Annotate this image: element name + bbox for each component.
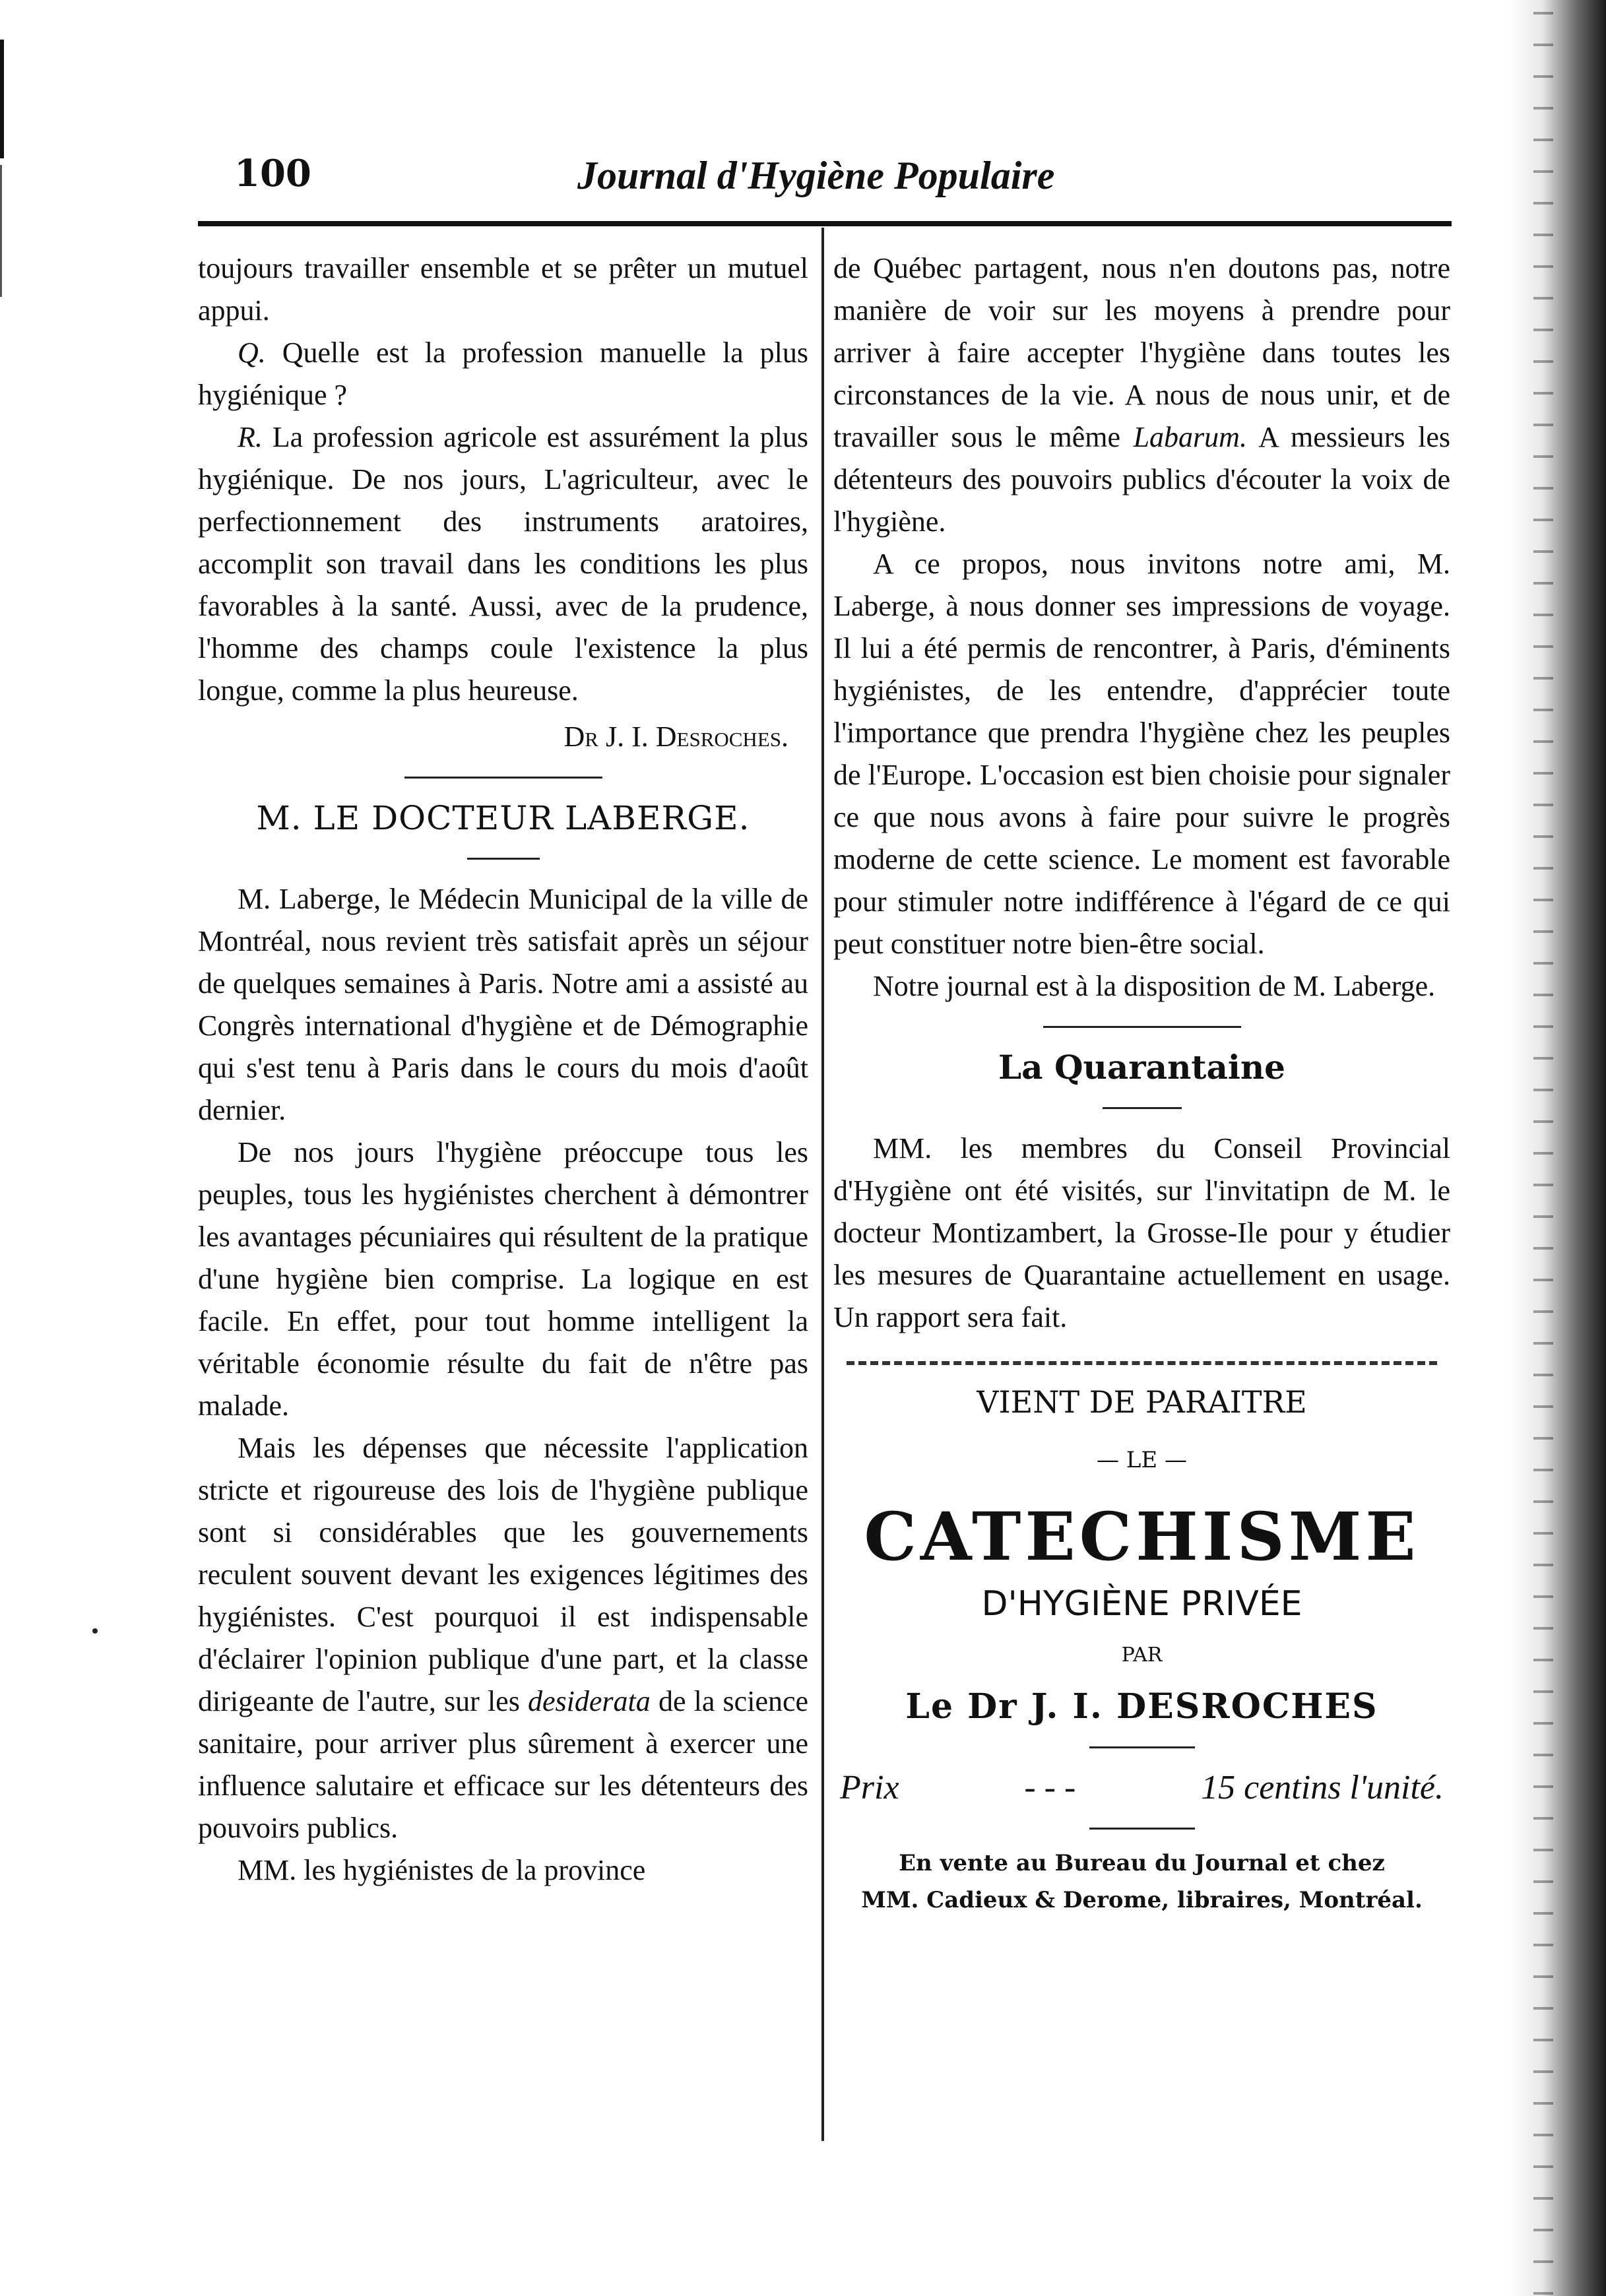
running-title: Journal d'Hygiène Populaire <box>577 154 1055 197</box>
question-marker: Q. <box>238 336 266 369</box>
paragraph: A ce propos, nous invitons notre ami, M. Laberge, à nous donner ses impressions de voyage. Il lui a été permis de rencontrer, à Paris, d'éminents hygiénistes, de les entendre, d'apprécier toute l'importance que prendra l'hygiène chez les peuples de l'Europe. L'occasion est bien choisie pour signaler ce que nous avons à faire pour suivre le progrès moderne de cette science. Le moment est favorable pour stimuler notre indifférence à l'égard de ce qui peut constituer notre bien-être social. <box>833 548 1450 960</box>
page-number: 100 <box>234 152 311 195</box>
section-rule <box>467 858 540 860</box>
section-rule <box>404 777 602 779</box>
paragraph: toujours travailler ensemble et se prêter un mutuel appui. <box>198 252 808 327</box>
paragraph-text: La profession agricole est assurément la plus hygiénique. De nos jours, L'agriculteur, avec le perfectionnement des instruments aratoires, accomplit son travail dans les conditions les plus favorables à la santé. Aussi, avec de la prudence, l'homme des champs coule l'existence la plus longue, comme la plus heureuse. <box>198 421 808 707</box>
scan-artifact <box>92 1628 98 1634</box>
section-rule <box>1089 1746 1195 1748</box>
scan-artifact <box>0 165 2 297</box>
paragraph-text: de Québec partagent, nous n'en doutons pas, notre manière de voir sur les moyens à prendre pour arriver à faire accepter l'hygiène dans toutes les circonstances de la vie. A nous de nous unir, et de travailler sous le même <box>833 252 1450 453</box>
paragraph: De nos jours l'hygiène préoccupe tous les peuples, tous les hygiénistes cherchent à démontrer les avantages pécuniaires qui résultent de la pratique d'une hygiène bien comprise. La logique en est facile. En effet, pour tout homme intelligent la véritable économie résulte du fait de n'être pas malade. <box>198 1136 808 1422</box>
price-label: Prix <box>840 1769 899 1806</box>
paragraph: M. Laberge, le Médecin Municipal de la ville de Montréal, nous revient très satisfait après un séjour de quelques semaines à Paris. Notre ami a assisté au Congrès international d'hygiène et de Démographie qui s'est tenu à Paris dans le cours du mois d'août dernier. <box>198 883 808 1126</box>
ad-line: — LE — <box>1096 1447 1187 1473</box>
paragraph: MM. les membres du Conseil Provincial d'Hygiène ont été visités, sur l'invitatipn de M. le docteur Montizambert, la Grosse-Ile pour y étudier les mesures de Quarantaine actuellement en usage. Un rapport sera fait. <box>833 1132 1450 1333</box>
section-rule <box>1043 1026 1241 1028</box>
ad-line: PAR <box>1121 1643 1163 1667</box>
signature: Dr J. I. Desroches. <box>563 720 788 753</box>
page-header <box>234 152 1448 211</box>
paragraph: MM. les hygiénistes de la province <box>238 1854 646 1886</box>
column-divider <box>821 228 824 2141</box>
ad-title: CATECHISME <box>864 1498 1420 1576</box>
section-heading: M. LE DOCTEUR LABERGE. <box>256 799 750 837</box>
paragraph <box>833 247 1450 543</box>
left-column <box>198 247 808 1892</box>
paragraph <box>198 1427 808 1849</box>
section-heading: La Quarantaine <box>998 1048 1285 1087</box>
paragraph: Notre journal est à la disposition de M. Laberge. <box>873 970 1436 1002</box>
paragraph-text: de la science sanitaire, pour arriver plus sûrement à exercer une influence salutaire et efficace sur les détenteurs des pouvoirs publics. <box>198 1685 809 1844</box>
ad-line: VIENT DE PARAITRE <box>977 1384 1307 1420</box>
right-column <box>833 247 1450 1915</box>
emphasis: desiderata <box>528 1685 651 1717</box>
advertisement <box>833 1381 1450 1915</box>
paragraph-text: A messieurs les détenteurs des pouvoirs publics d'écouter la voix de l'hygiène. <box>833 421 1450 538</box>
scan-artifact <box>0 40 4 158</box>
answer-marker: R. <box>238 421 263 453</box>
header-rule <box>198 221 1452 226</box>
price-dashes: - - - <box>1024 1769 1076 1806</box>
section-rule <box>1089 1828 1195 1830</box>
paragraph <box>198 416 808 712</box>
paragraph-text: Mais les dépenses que nécessite l'application stricte et rigoureuse des lois de l'hygiène publique sont si considérables que les gouvernements reculent souvent devant les exigences légitimes des hygiénistes. C'est pourquoi il est indispensable d'éclairer l'opinion publique d'une part, et la classe dirigeante de l'autre, sur les <box>198 1432 808 1717</box>
ad-author: Le Dr J. I. DESROCHES <box>905 1686 1378 1727</box>
ad-sale-line: MM. Cadieux & Derome, libraires, Montréal. <box>861 1887 1423 1913</box>
paragraph-text: Quelle est la profession manuelle la plus hygiénique ? <box>198 336 808 411</box>
ad-sale-line: En vente au Bureau du Journal et chez <box>899 1850 1385 1876</box>
ad-price <box>833 1767 1450 1809</box>
price-value: 15 centins l'unité. <box>1201 1769 1444 1806</box>
dashed-rule <box>847 1361 1437 1365</box>
paragraph <box>198 332 808 416</box>
emphasis: Labarum. <box>1133 421 1247 453</box>
scan-edge-shadow <box>1507 0 1606 2296</box>
ad-subtitle: D'HYGIÈNE PRIVÉE <box>981 1584 1302 1624</box>
section-rule <box>1103 1107 1182 1109</box>
